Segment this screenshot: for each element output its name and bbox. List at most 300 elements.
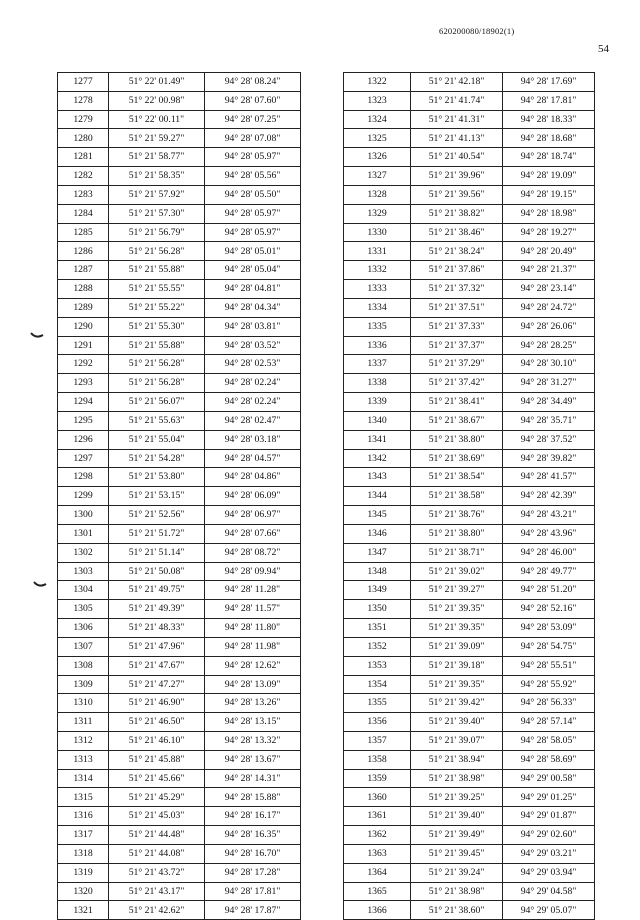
table-row [58, 882, 301, 901]
longitude-cell: 94° 28' 07.60" [205, 91, 301, 110]
table-row [58, 185, 301, 204]
point-number-cell: 1336 [344, 336, 411, 355]
table-row [344, 261, 595, 280]
table-row [58, 393, 301, 412]
point-number-cell: 1285 [58, 223, 109, 242]
point-number-cell: 1281 [58, 148, 109, 167]
latitude-cell: 51° 21' 55.88" [109, 336, 205, 355]
point-number-cell: 1351 [344, 619, 411, 638]
latitude-cell: 51° 21' 45.66" [109, 769, 205, 788]
point-number-cell: 1277 [58, 73, 109, 92]
point-number-cell: 1328 [344, 185, 411, 204]
latitude-cell: 51° 21' 38.54" [411, 468, 503, 487]
table-row [344, 449, 595, 468]
point-number-cell: 1350 [344, 600, 411, 619]
longitude-cell: 94° 28' 18.33" [503, 110, 595, 129]
latitude-cell: 51° 21' 57.30" [109, 204, 205, 223]
point-number-cell: 1312 [58, 731, 109, 750]
latitude-cell: 51° 21' 38.98" [411, 882, 503, 901]
latitude-cell: 51° 21' 38.71" [411, 543, 503, 562]
latitude-cell: 51° 21' 55.55" [109, 280, 205, 299]
point-number-cell: 1303 [58, 562, 109, 581]
longitude-cell: 94° 28' 02.47" [205, 411, 301, 430]
point-number-cell: 1316 [58, 807, 109, 826]
longitude-cell: 94° 28' 57.14" [503, 713, 595, 732]
point-number-cell: 1324 [344, 110, 411, 129]
table-row [344, 524, 595, 543]
point-number-cell: 1293 [58, 374, 109, 393]
longitude-cell: 94° 28' 51.20" [503, 581, 595, 600]
latitude-cell: 51° 21' 47.67" [109, 656, 205, 675]
latitude-cell: 51° 21' 37.29" [411, 355, 503, 374]
point-number-cell: 1361 [344, 807, 411, 826]
point-number-cell: 1335 [344, 317, 411, 336]
table-row [344, 355, 595, 374]
point-number-cell: 1338 [344, 374, 411, 393]
point-number-cell: 1307 [58, 637, 109, 656]
longitude-cell: 94° 28' 13.26" [205, 694, 301, 713]
latitude-cell: 51° 21' 42.18" [411, 73, 503, 92]
point-number-cell: 1365 [344, 882, 411, 901]
longitude-cell: 94° 28' 07.66" [205, 524, 301, 543]
latitude-cell: 51° 21' 38.24" [411, 242, 503, 261]
table-row [344, 600, 595, 619]
longitude-cell: 94° 28' 46.00" [503, 543, 595, 562]
latitude-cell: 51° 21' 51.14" [109, 543, 205, 562]
longitude-cell: 94° 28' 54.75" [503, 637, 595, 656]
longitude-cell: 94° 28' 06.09" [205, 487, 301, 506]
table-row [344, 374, 595, 393]
point-number-cell: 1296 [58, 430, 109, 449]
table-row [344, 73, 595, 92]
table-row [344, 430, 595, 449]
latitude-cell: 51° 21' 55.22" [109, 298, 205, 317]
latitude-cell: 51° 21' 39.07" [411, 731, 503, 750]
table-row [58, 543, 301, 562]
point-number-cell: 1319 [58, 863, 109, 882]
point-number-cell: 1308 [58, 656, 109, 675]
longitude-cell: 94° 28' 19.09" [503, 167, 595, 186]
point-number-cell: 1301 [58, 524, 109, 543]
table-row [344, 148, 595, 167]
latitude-cell: 51° 21' 39.56" [411, 185, 503, 204]
longitude-cell: 94° 28' 07.25" [205, 110, 301, 129]
latitude-cell: 51° 21' 52.56" [109, 506, 205, 525]
table-row [344, 280, 595, 299]
table-row [58, 826, 301, 845]
longitude-cell: 94° 29' 03.21" [503, 844, 595, 863]
latitude-cell: 51° 21' 37.51" [411, 298, 503, 317]
table-row [58, 807, 301, 826]
latitude-cell: 51° 21' 56.79" [109, 223, 205, 242]
table-row [344, 581, 595, 600]
point-number-cell: 1341 [344, 430, 411, 449]
point-number-cell: 1352 [344, 637, 411, 656]
longitude-cell: 94° 28' 05.97" [205, 204, 301, 223]
point-number-cell: 1342 [344, 449, 411, 468]
longitude-cell: 94° 28' 30.10" [503, 355, 595, 374]
longitude-cell: 94° 29' 04.58" [503, 882, 595, 901]
table-row [344, 167, 595, 186]
longitude-cell: 94° 28' 53.09" [503, 619, 595, 638]
point-number-cell: 1302 [58, 543, 109, 562]
table-row [58, 148, 301, 167]
table-row [344, 713, 595, 732]
point-number-cell: 1284 [58, 204, 109, 223]
table-row [344, 393, 595, 412]
table-row [58, 863, 301, 882]
table-row [58, 901, 301, 920]
table-row [344, 298, 595, 317]
longitude-cell: 94° 28' 21.37" [503, 261, 595, 280]
point-number-cell: 1283 [58, 185, 109, 204]
longitude-cell: 94° 28' 28.25" [503, 336, 595, 355]
longitude-cell: 94° 28' 13.15" [205, 713, 301, 732]
longitude-cell: 94° 28' 31.27" [503, 374, 595, 393]
table-row [344, 844, 595, 863]
longitude-cell: 94° 28' 05.97" [205, 223, 301, 242]
table-row [58, 637, 301, 656]
table-row [58, 694, 301, 713]
point-number-cell: 1344 [344, 487, 411, 506]
table-row [344, 242, 595, 261]
longitude-cell: 94° 28' 37.52" [503, 430, 595, 449]
longitude-cell: 94° 29' 00.58" [503, 769, 595, 788]
longitude-cell: 94° 28' 49.77" [503, 562, 595, 581]
table-row [58, 261, 301, 280]
latitude-cell: 51° 21' 38.82" [411, 204, 503, 223]
longitude-cell: 94° 28' 04.86" [205, 468, 301, 487]
point-number-cell: 1299 [58, 487, 109, 506]
longitude-cell: 94° 28' 08.72" [205, 543, 301, 562]
point-number-cell: 1327 [344, 167, 411, 186]
longitude-cell: 94° 28' 19.15" [503, 185, 595, 204]
longitude-cell: 94° 28' 52.16" [503, 600, 595, 619]
latitude-cell: 51° 21' 50.08" [109, 562, 205, 581]
latitude-cell: 51° 21' 39.18" [411, 656, 503, 675]
margin-mark [33, 580, 47, 588]
point-number-cell: 1331 [344, 242, 411, 261]
latitude-cell: 51° 21' 54.28" [109, 449, 205, 468]
latitude-cell: 51° 21' 40.54" [411, 148, 503, 167]
longitude-cell: 94° 28' 43.96" [503, 524, 595, 543]
point-number-cell: 1357 [344, 731, 411, 750]
latitude-cell: 51° 21' 38.94" [411, 750, 503, 769]
latitude-cell: 51° 21' 38.80" [411, 524, 503, 543]
longitude-cell: 94° 28' 13.32" [205, 731, 301, 750]
table-row [344, 901, 595, 920]
longitude-cell: 94° 28' 11.80" [205, 619, 301, 638]
latitude-cell: 51° 21' 41.31" [411, 110, 503, 129]
point-number-cell: 1323 [344, 91, 411, 110]
table-row [344, 129, 595, 148]
longitude-cell: 94° 28' 07.08" [205, 129, 301, 148]
longitude-cell: 94° 28' 13.67" [205, 750, 301, 769]
latitude-cell: 51° 21' 39.27" [411, 581, 503, 600]
point-number-cell: 1322 [344, 73, 411, 92]
point-number-cell: 1282 [58, 167, 109, 186]
longitude-cell: 94° 28' 02.24" [205, 374, 301, 393]
longitude-cell: 94° 29' 05.07" [503, 901, 595, 920]
longitude-cell: 94° 28' 03.52" [205, 336, 301, 355]
table-row [344, 204, 595, 223]
table-row [58, 411, 301, 430]
point-number-cell: 1363 [344, 844, 411, 863]
latitude-cell: 51° 21' 38.58" [411, 487, 503, 506]
longitude-cell: 94° 29' 01.87" [503, 807, 595, 826]
table-row [58, 600, 301, 619]
table-row [58, 73, 301, 92]
table-row [58, 844, 301, 863]
point-number-cell: 1320 [58, 882, 109, 901]
table-row [344, 675, 595, 694]
latitude-cell: 51° 21' 45.88" [109, 750, 205, 769]
longitude-cell: 94° 28' 43.21" [503, 506, 595, 525]
table-row [58, 656, 301, 675]
longitude-cell: 94° 28' 17.28" [205, 863, 301, 882]
longitude-cell: 94° 28' 16.35" [205, 826, 301, 845]
latitude-cell: 51° 21' 58.77" [109, 148, 205, 167]
longitude-cell: 94° 28' 12.62" [205, 656, 301, 675]
longitude-cell: 94° 28' 05.97" [205, 148, 301, 167]
point-number-cell: 1279 [58, 110, 109, 129]
point-number-cell: 1290 [58, 317, 109, 336]
coordinates-table-left [57, 72, 301, 920]
latitude-cell: 51° 21' 55.88" [109, 261, 205, 280]
latitude-cell: 51° 21' 38.80" [411, 430, 503, 449]
latitude-cell: 51° 21' 38.98" [411, 769, 503, 788]
latitude-cell: 51° 21' 57.92" [109, 185, 205, 204]
table-row [344, 882, 595, 901]
table-row [58, 506, 301, 525]
table-row [58, 524, 301, 543]
table-row [344, 619, 595, 638]
table-row [58, 675, 301, 694]
longitude-cell: 94° 28' 17.81" [205, 882, 301, 901]
table-row [344, 468, 595, 487]
point-number-cell: 1348 [344, 562, 411, 581]
coordinates-table-right [343, 72, 595, 920]
latitude-cell: 51° 21' 41.74" [411, 91, 503, 110]
point-number-cell: 1325 [344, 129, 411, 148]
table-row [58, 317, 301, 336]
latitude-cell: 51° 21' 38.46" [411, 223, 503, 242]
table-row [58, 242, 301, 261]
table-row [344, 769, 595, 788]
point-number-cell: 1345 [344, 506, 411, 525]
table-row [58, 91, 301, 110]
longitude-cell: 94° 28' 20.49" [503, 242, 595, 261]
latitude-cell: 51° 21' 39.35" [411, 675, 503, 694]
point-number-cell: 1337 [344, 355, 411, 374]
point-number-cell: 1360 [344, 788, 411, 807]
table-row [58, 204, 301, 223]
longitude-cell: 94° 28' 34.49" [503, 393, 595, 412]
latitude-cell: 51° 21' 43.72" [109, 863, 205, 882]
point-number-cell: 1356 [344, 713, 411, 732]
longitude-cell: 94° 28' 05.50" [205, 185, 301, 204]
latitude-cell: 51° 22' 01.49" [109, 73, 205, 92]
table-row [58, 562, 301, 581]
latitude-cell: 51° 21' 38.67" [411, 411, 503, 430]
point-number-cell: 1317 [58, 826, 109, 845]
longitude-cell: 94° 28' 08.24" [205, 73, 301, 92]
longitude-cell: 94° 28' 26.06" [503, 317, 595, 336]
table-row [58, 449, 301, 468]
table-row [58, 223, 301, 242]
point-number-cell: 1306 [58, 619, 109, 638]
latitude-cell: 51° 21' 39.42" [411, 694, 503, 713]
longitude-cell: 94° 28' 18.98" [503, 204, 595, 223]
point-number-cell: 1287 [58, 261, 109, 280]
latitude-cell: 51° 21' 49.75" [109, 581, 205, 600]
latitude-cell: 51° 21' 39.35" [411, 619, 503, 638]
table-row [344, 543, 595, 562]
table-row [58, 731, 301, 750]
longitude-cell: 94° 28' 05.56" [205, 167, 301, 186]
point-number-cell: 1291 [58, 336, 109, 355]
longitude-cell: 94° 28' 15.88" [205, 788, 301, 807]
point-number-cell: 1292 [58, 355, 109, 374]
table-row [58, 129, 301, 148]
table-row [58, 769, 301, 788]
point-number-cell: 1358 [344, 750, 411, 769]
latitude-cell: 51° 21' 41.13" [411, 129, 503, 148]
table-row [58, 788, 301, 807]
latitude-cell: 51° 21' 37.86" [411, 261, 503, 280]
point-number-cell: 1347 [344, 543, 411, 562]
latitude-cell: 51° 21' 56.28" [109, 242, 205, 261]
latitude-cell: 51° 21' 44.08" [109, 844, 205, 863]
point-number-cell: 1280 [58, 129, 109, 148]
point-number-cell: 1366 [344, 901, 411, 920]
point-number-cell: 1330 [344, 223, 411, 242]
point-number-cell: 1315 [58, 788, 109, 807]
longitude-cell: 94° 28' 35.71" [503, 411, 595, 430]
table-row [58, 355, 301, 374]
latitude-cell: 51° 21' 37.33" [411, 317, 503, 336]
point-number-cell: 1355 [344, 694, 411, 713]
point-number-cell: 1321 [58, 901, 109, 920]
longitude-cell: 94° 28' 11.28" [205, 581, 301, 600]
table-row [58, 468, 301, 487]
longitude-cell: 94° 28' 17.81" [503, 91, 595, 110]
point-number-cell: 1300 [58, 506, 109, 525]
longitude-cell: 94° 29' 01.25" [503, 788, 595, 807]
latitude-cell: 51° 21' 51.72" [109, 524, 205, 543]
longitude-cell: 94° 28' 18.74" [503, 148, 595, 167]
longitude-cell: 94° 28' 17.87" [205, 901, 301, 920]
table-row [58, 581, 301, 600]
point-number-cell: 1349 [344, 581, 411, 600]
point-number-cell: 1304 [58, 581, 109, 600]
longitude-cell: 94° 28' 19.27" [503, 223, 595, 242]
latitude-cell: 51° 21' 56.28" [109, 355, 205, 374]
longitude-cell: 94° 28' 11.57" [205, 600, 301, 619]
longitude-cell: 94° 28' 58.05" [503, 731, 595, 750]
table-row [58, 110, 301, 129]
longitude-cell: 94° 28' 13.09" [205, 675, 301, 694]
point-number-cell: 1326 [344, 148, 411, 167]
latitude-cell: 51° 21' 58.35" [109, 167, 205, 186]
table-row [344, 562, 595, 581]
latitude-cell: 51° 21' 43.17" [109, 882, 205, 901]
longitude-cell: 94° 28' 41.57" [503, 468, 595, 487]
latitude-cell: 51° 21' 59.27" [109, 129, 205, 148]
table-row [58, 374, 301, 393]
latitude-cell: 51° 21' 45.03" [109, 807, 205, 826]
latitude-cell: 51° 21' 55.04" [109, 430, 205, 449]
latitude-cell: 51° 21' 39.45" [411, 844, 503, 863]
latitude-cell: 51° 21' 55.30" [109, 317, 205, 336]
latitude-cell: 51° 21' 39.25" [411, 788, 503, 807]
longitude-cell: 94° 28' 02.53" [205, 355, 301, 374]
latitude-cell: 51° 21' 39.40" [411, 713, 503, 732]
table-row [344, 731, 595, 750]
point-number-cell: 1334 [344, 298, 411, 317]
page-number: 54 [598, 43, 609, 55]
table-row [344, 91, 595, 110]
longitude-cell: 94° 28' 42.39" [503, 487, 595, 506]
latitude-cell: 51° 21' 55.63" [109, 411, 205, 430]
table-row [58, 298, 301, 317]
longitude-cell: 94° 28' 05.04" [205, 261, 301, 280]
point-number-cell: 1314 [58, 769, 109, 788]
point-number-cell: 1311 [58, 713, 109, 732]
table-row [58, 167, 301, 186]
table-row [58, 750, 301, 769]
point-number-cell: 1359 [344, 769, 411, 788]
table-row [344, 863, 595, 882]
latitude-cell: 51° 21' 39.24" [411, 863, 503, 882]
latitude-cell: 51° 21' 42.62" [109, 901, 205, 920]
table-row [344, 826, 595, 845]
table-row [344, 487, 595, 506]
latitude-cell: 51° 21' 47.96" [109, 637, 205, 656]
table-row [58, 336, 301, 355]
longitude-cell: 94° 28' 04.34" [205, 298, 301, 317]
longitude-cell: 94° 28' 03.81" [205, 317, 301, 336]
longitude-cell: 94° 28' 18.68" [503, 129, 595, 148]
point-number-cell: 1294 [58, 393, 109, 412]
longitude-cell: 94° 28' 04.57" [205, 449, 301, 468]
table-row [58, 280, 301, 299]
longitude-cell: 94° 28' 55.92" [503, 675, 595, 694]
table-row [344, 336, 595, 355]
longitude-cell: 94° 28' 04.81" [205, 280, 301, 299]
point-number-cell: 1278 [58, 91, 109, 110]
table-row [344, 637, 595, 656]
table-row [344, 788, 595, 807]
latitude-cell: 51° 21' 37.32" [411, 280, 503, 299]
latitude-cell: 51° 21' 44.48" [109, 826, 205, 845]
point-number-cell: 1318 [58, 844, 109, 863]
table-row [344, 750, 595, 769]
longitude-cell: 94° 28' 14.31" [205, 769, 301, 788]
latitude-cell: 51° 21' 56.07" [109, 393, 205, 412]
latitude-cell: 51° 21' 38.41" [411, 393, 503, 412]
longitude-cell: 94° 28' 03.18" [205, 430, 301, 449]
point-number-cell: 1339 [344, 393, 411, 412]
point-number-cell: 1362 [344, 826, 411, 845]
latitude-cell: 51° 21' 53.80" [109, 468, 205, 487]
point-number-cell: 1353 [344, 656, 411, 675]
table-row [344, 223, 595, 242]
latitude-cell: 51° 21' 39.40" [411, 807, 503, 826]
longitude-cell: 94° 28' 23.14" [503, 280, 595, 299]
point-number-cell: 1333 [344, 280, 411, 299]
latitude-cell: 51° 21' 48.33" [109, 619, 205, 638]
